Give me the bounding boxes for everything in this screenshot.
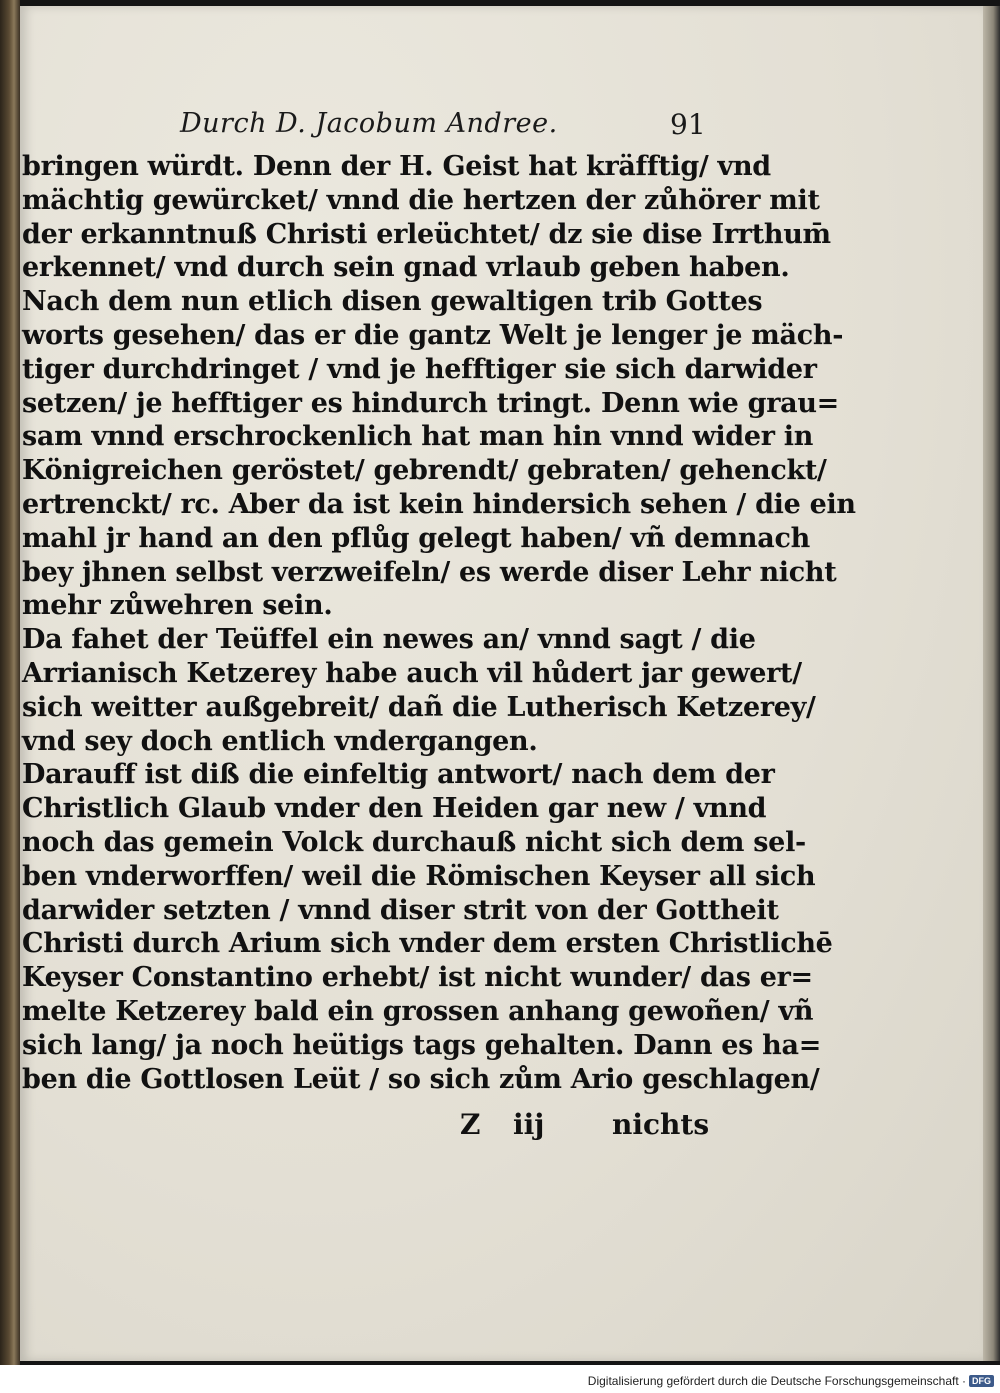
text-line: Arrianisch Ketzerey habe auch vil hůdert jar gewert/	[22, 657, 802, 689]
text-line: Christlich Glaub vnder den Heiden gar new / vnnd	[22, 793, 767, 825]
text-line: setzen/ je hefftiger es hindurch tringt. Denn wie grau=	[22, 387, 839, 419]
text-line: Königreichen geröstet/ gebrendt/ gebraten/ gehenckt/	[22, 455, 827, 487]
text-line: sich weitter außgebreit/ dañ die Lutherisch Ketzerey/	[22, 691, 816, 723]
text-line: ertrenckt/ rc. Aber da ist kein hindersich sehen / die ein	[22, 488, 856, 520]
text-line: ben vnderworffen/ weil die Römischen Keyser all sich	[22, 860, 816, 892]
text-line: Keyser Constantino erhebt/ ist nicht wunder/ das er=	[22, 962, 813, 994]
text-line: mächtig gewürcket/ vnnd die hertzen der zůhörer mit	[22, 184, 820, 216]
text-line: erkennet/ vnd durch sein gnad vrlaub geben haben.	[22, 252, 790, 284]
catchword: nichts	[612, 1108, 710, 1141]
running-head: Durch D. Jacobum Andree.	[180, 108, 558, 139]
signature-mark: Z	[460, 1108, 481, 1141]
leaf-number: iij	[513, 1108, 545, 1141]
text-line: bey jhnen selbst verzweifeln/ es werde diser Lehr nicht	[22, 556, 837, 588]
page-fore-edge	[983, 6, 1000, 1361]
footer-credit: Digitalisierung gefördert durch die Deutsche Forschungsgemeinschaft ·	[587, 1374, 966, 1388]
text-line: vnd sey doch entlich vndergangen.	[22, 725, 538, 757]
text-line: bringen würdt. Denn der H. Geist hat kräfftig/ vnd	[22, 151, 771, 182]
text-line: Da fahet der Teüffel ein newes an/ vnnd sagt / die	[22, 624, 756, 656]
text-line: mehr zůwehren sein.	[22, 590, 333, 622]
text-line: worts gesehen/ das er die gantz Welt je lenger je mäch-	[22, 319, 844, 351]
text-line: mahl jr hand an den pflůg gelegt haben/ vñ demnach	[22, 522, 810, 554]
text-line: tiger durchdringet / vnd je hefftiger sie sich darwider	[22, 353, 817, 385]
text-line: Nach dem nun etlich disen gewaltigen trib Gottes	[22, 286, 763, 318]
text-line: der erkanntnuß Christi erleüchtet/ dz sie dise Irrthum̄	[22, 218, 831, 250]
text-line: sam vnnd erschrockenlich hat man hin vnnd wider in	[22, 421, 814, 453]
text-line: Christi durch Arium sich vnder dem ersten Christlichē	[22, 928, 833, 960]
book-spine-edge	[0, 0, 20, 1365]
text-line: Darauff ist diß die einfeltig antwort/ nach dem der	[22, 759, 775, 791]
text-line: melte Ketzerey bald ein grossen anhang gewoñen/ vñ	[22, 995, 814, 1027]
body-text	[22, 150, 856, 1096]
text-line: ben die Gottlosen Leüt / so sich zům Ario geschlagen/	[22, 1063, 820, 1095]
text-line: darwider setzten / vnnd diser strit von der Gottheit	[22, 894, 779, 926]
text-line: noch das gemein Volck durchauß nicht sich dem sel-	[22, 826, 806, 858]
digitization-footer	[588, 1374, 994, 1388]
text-line: sich lang/ ja noch heütigs tags gehalten. Dann es ha=	[22, 1029, 822, 1061]
dfg-logo: DFG	[969, 1375, 994, 1387]
page-number: 91	[670, 108, 706, 141]
